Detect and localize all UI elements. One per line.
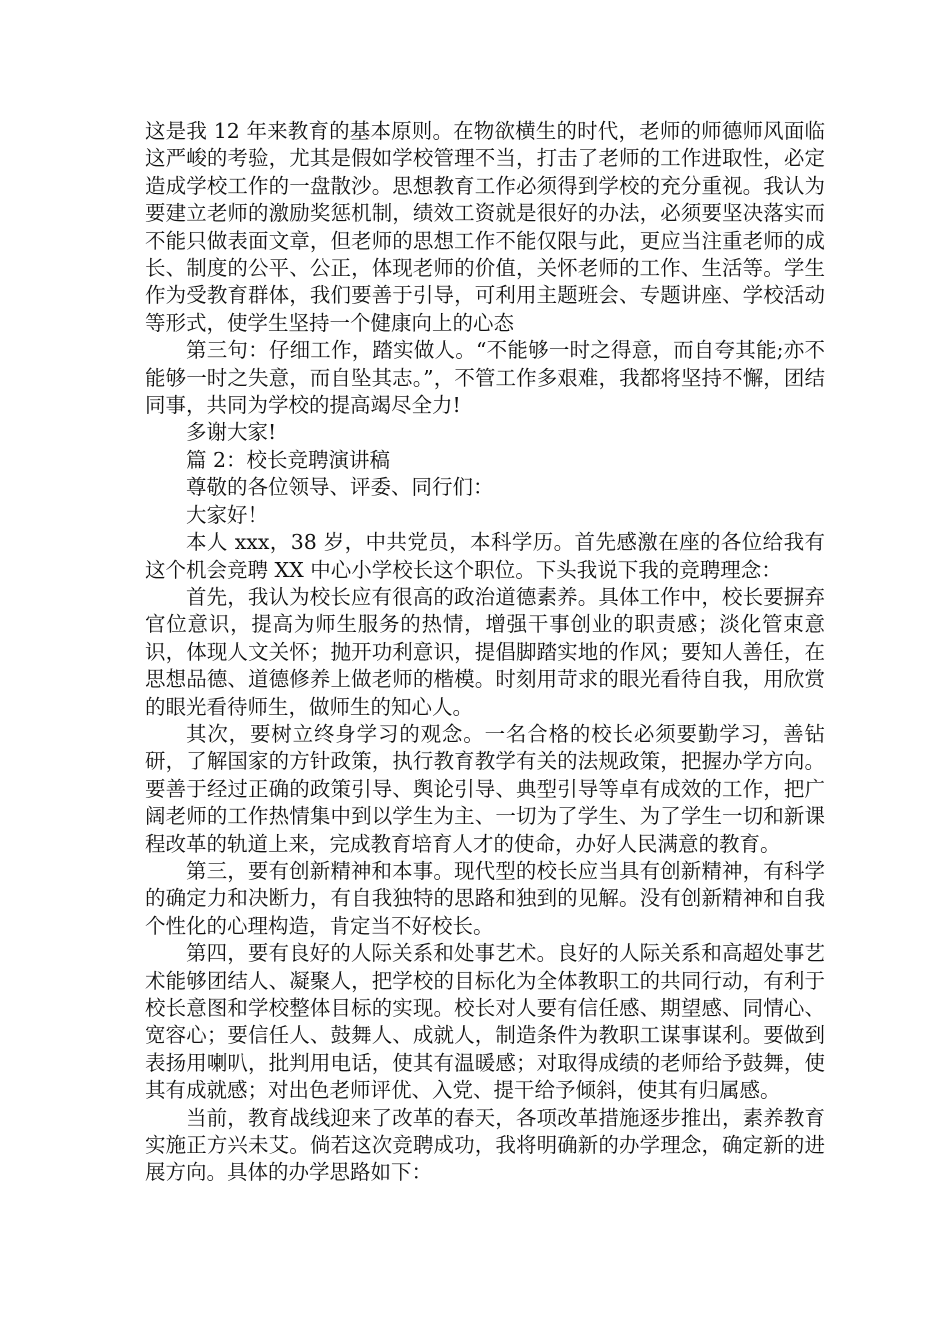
- paragraph-fourth-point: 第四，要有良好的人际关系和处事艺术。良好的人际关系和高超处事艺术能够团结人、凝聚人，把学校的目标化为全体教职工的共同行动，有利于校长意图和学校整体目标的实现。校长对人要有信任感、期望感、同情心、宽容心；要信任人、鼓舞人、成就人，制造条件为教职工谋事谋利。要做到表扬用喇叭，批判用电话，使其有温暖感；对取得成绩的老师给予鼓舞，使其有成就感；对出色老师评优、入党、提干给予倾斜，使其有归属感。: [145, 941, 825, 1103]
- paragraph-first-point: 首先，我认为校长应有很高的政治道德素养。具体工作中，校长要摒弃官位意识，提高为师生服务的热情，增强干事创业的职责感；淡化管束意识，体现人文关怀；抛开功利意识，提倡脚踏实地的作风；要知人善任，在思想品德、道德修养上做老师的楷模。时刻用苛求的眼光看待自我，用欣赏的眼光看待师生，做师生的知心人。: [145, 584, 825, 719]
- paragraph-greeting: 大家好！: [186, 502, 268, 527]
- paragraph-thanks: 多谢大家!: [186, 420, 277, 445]
- section-heading: 篇 2：校长竞聘演讲稿: [186, 447, 391, 472]
- paragraph-third-point: 第三，要有创新精神和本事。现代型的校长应当具有创新精神，有科学的确定力和决断力，有自我独特的思路和独到的见解。没有创新精神和自我个性化的心理构造，肯定当不好校长。: [145, 858, 825, 938]
- document-page: [145, 118, 825, 1187]
- paragraph-current-situation: 当前，教育战线迎来了改革的春天，各项改革措施逐步推出，素养教育实施正方兴未艾。倘若这次竞聘成功，我将明确新的办学理念，确定新的进展方向。具体的办学思路如下：: [145, 1105, 825, 1185]
- paragraph-salutation: 尊敬的各位领导、评委、同行们：: [186, 475, 494, 500]
- paragraph-third-sentence: 第三句：仔细工作，踏实做人。“不能够一时之得意，而自夸其能;亦不能够一时之失意，而自坠其志。”，不管工作多艰难，我都将坚持不懈，团结同事，共同为学校的提高竭尽全力!: [145, 338, 825, 418]
- paragraph-second-point: 其次，要树立终身学习的观念。一名合格的校长必须要勤学习，善钻研，了解国家的方针政策，执行教育教学有关的法规政策，把握办学方向。要善于经过正确的政策引导、舆论引导、典型引导等卓有成效的工作，把广阔老师的工作热情集中到以学生为主、一切为了学生、为了学生一切和新课程改革的轨道上来，完成教育培育人才的使命，办好人民满意的教育。: [145, 721, 825, 856]
- paragraph-principles: 这是我 12 年来教育的基本原则。在物欲横生的时代，老师的师德师风面临这严峻的考验，尤其是假如学校管理不当，打击了老师的工作进取性，必定造成学校工作的一盘散沙。思想教育工作必须得到学校的充分重视。我认为要建立老师的激励奖惩机制，绩效工资就是很好的办法，必须要坚决落实而不能只做表面文章，但老师的思想工作不能仅限与此，更应当注重老师的成长、制度的公平、公正，体现老师的价值，关怀老师的工作、生活等。学生作为受教育群体，我们要善于引导，可利用主题班会、专题讲座、学校活动等形式，使学生坚持一个健康向上的心态: [145, 119, 825, 335]
- paragraph-self-intro: 本人 xxx，38 岁，中共党员，本科学历。首先感激在座的各位给我有这个机会竞聘 XX 中心小学校长这个职位。下头我说下我的竞聘理念：: [145, 530, 825, 582]
